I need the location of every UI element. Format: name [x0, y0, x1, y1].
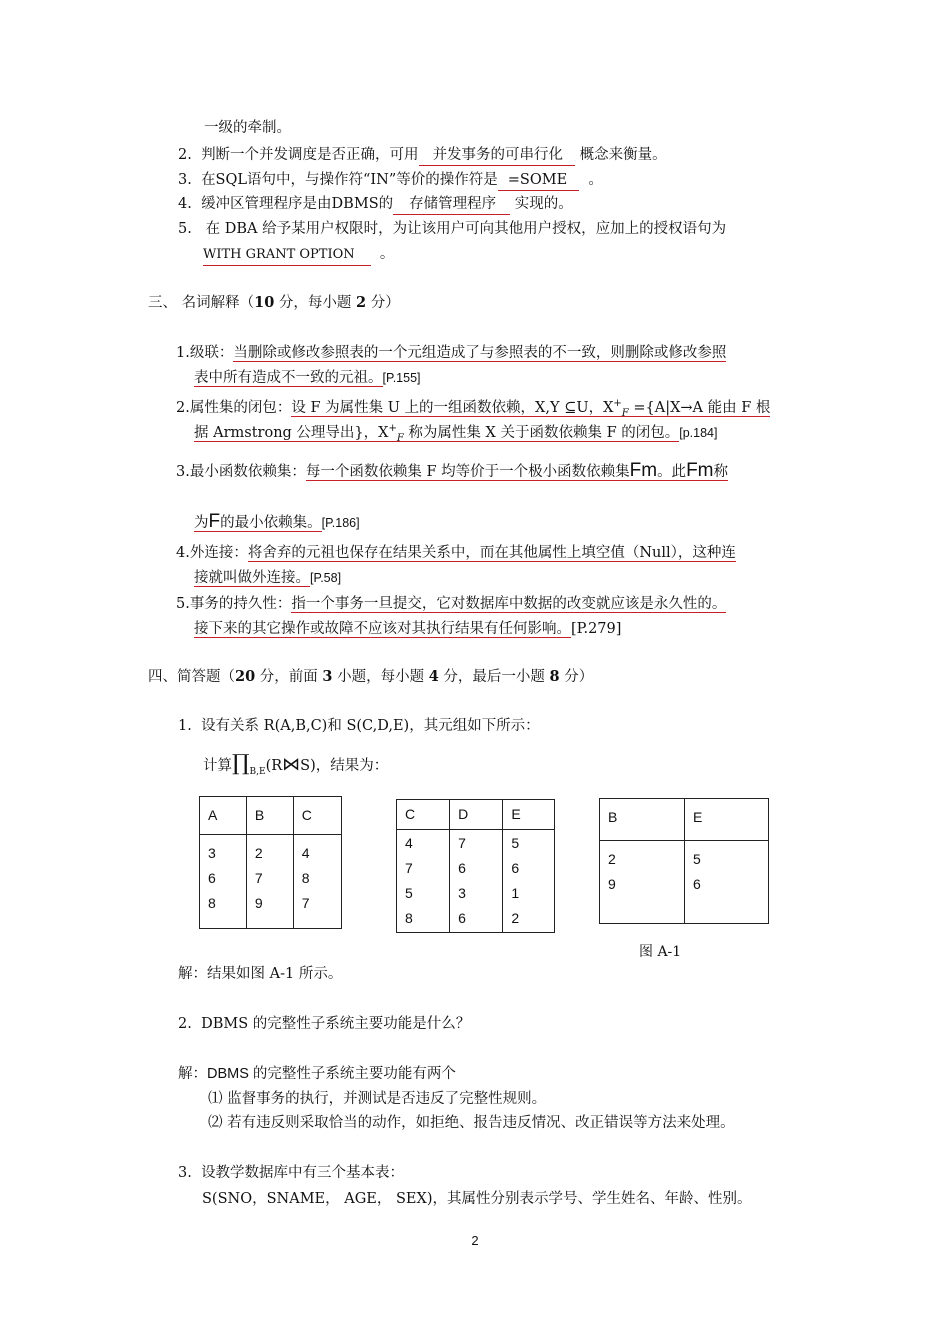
title-text: 3 [322, 668, 333, 685]
term-definition: 将舍弃的元祖也保存在结果关系中，而在其他属性上填空值（Null），这种连 [247, 545, 736, 561]
fill-question-3 [178, 170, 603, 191]
table-s [396, 799, 555, 933]
table-cell [685, 841, 769, 924]
question-text: 设有关系 R(A,B,C)和 S(C,D,E)，其元组如下所示： [201, 718, 540, 734]
table-header: B [600, 799, 685, 841]
q1-answer: 解：结果如图 A-1 所示。 [178, 966, 343, 982]
title-text: 四、简答题（ [148, 669, 235, 685]
cell-value: 7 [458, 835, 466, 851]
superscript: + [613, 398, 622, 409]
table-result [599, 798, 769, 924]
math-symbol: Fm [629, 460, 658, 481]
answer-blank: 并发事务的可串行化 [419, 145, 576, 166]
subset-symbol: ⊆ [564, 399, 577, 416]
table-row [600, 841, 769, 924]
term-3 [176, 461, 728, 482]
table-header: A [200, 797, 247, 835]
q2-text [178, 1014, 470, 1034]
fill-question-2 [178, 145, 667, 166]
table-row [397, 830, 555, 933]
term-label: 3.最小函数依赖集： [176, 464, 306, 480]
question-text: 在SQL语句中，与操作符“IN”等价的操作符是 [201, 172, 498, 188]
term-definition: 称 [713, 464, 728, 480]
question-text: 。 [588, 172, 603, 188]
term-1-cont [194, 368, 421, 388]
table-header: E [685, 799, 769, 841]
q2-answer [178, 1064, 456, 1084]
term-definition: ={A|X→A 能由 F 根 [628, 399, 771, 416]
cell-value: 5 [511, 835, 520, 851]
answer-text: 解： [178, 1066, 207, 1082]
cell-value: 2 [608, 851, 616, 867]
title-text: 分，前面 [255, 669, 323, 685]
math-symbol: Fm [686, 460, 714, 481]
title-text: 20 [235, 668, 256, 685]
title-text: 10 [254, 294, 275, 311]
page-reference: [P.155] [382, 371, 421, 385]
term-definition: 为 [194, 515, 209, 531]
table-header-row [200, 797, 342, 835]
question-number: 2. [178, 1016, 192, 1032]
term-5-cont [194, 619, 621, 639]
question-text: 设教学数据库中有三个基本表： [201, 1165, 405, 1181]
title-text: 小题，每小题 [332, 669, 429, 685]
term-definition: 每一个函数依赖集 F 均等价于一个极小函数依赖集 [305, 464, 630, 480]
answer-blank: WITH GRANT OPTION [203, 245, 371, 266]
page-number: 2 [471, 1233, 479, 1248]
cell-value: 8 [301, 870, 310, 886]
cell-value: 2 [254, 845, 263, 861]
cell-value: 7 [254, 870, 263, 886]
cell-value: 6 [208, 870, 216, 886]
title-text: 三、 名词解释（ [148, 295, 255, 311]
table-row [200, 835, 342, 929]
question-number: 4. [178, 196, 192, 212]
term-definition: 设 F 为属性集 U 上的一组函数依赖，X,Y [291, 399, 565, 416]
title-text: 8 [549, 668, 560, 685]
title-text: 2 [356, 294, 367, 311]
term-label: 1.级联： [176, 345, 234, 361]
question-text: 缓冲区管理程序是由DBMS的 [201, 196, 394, 212]
question-text: S)，结果为： [300, 758, 389, 774]
table-r [199, 796, 342, 929]
term-3-cont [194, 512, 360, 533]
title-text: 4 [428, 668, 439, 685]
page-reference: [P.186] [321, 516, 360, 530]
page-reference: [p.184] [679, 425, 718, 440]
cell-value: 6 [458, 910, 466, 926]
cell-value: 1 [511, 885, 520, 901]
title-text: 分，最后一小题 [438, 669, 550, 685]
question-number: 3. [178, 172, 192, 188]
cell-value: 4 [405, 835, 413, 851]
term-5 [176, 594, 726, 614]
question-text: 在 DBA 给予某用户权限时，为让该用户可向其他用户授权，应加上的授权语句为 [205, 221, 727, 237]
q3-line-2: S(SNO，SNAME， AGE， SEX)，其属性分别表示学号、学生姓名、年龄、性别。 [202, 1191, 752, 1207]
cell-value: 4 [301, 845, 310, 861]
page-reference: [P.279] [571, 621, 622, 637]
answer-blank: 存储管理程序 [393, 194, 510, 215]
term-definition: 表中所有造成不一致的元祖。 [194, 370, 383, 386]
question-text: 判断一个并发调度是否正确，可用 [201, 147, 419, 163]
subscript: F [621, 407, 629, 419]
q2-item-1: ⑴ 监督事务的执行，并测试是否违反了完整性规则。 [208, 1091, 547, 1107]
q2-item-2: ⑵ 若有违反则采取恰当的动作，如拒绝、报告违反情况、改正错误等方法来处理。 [208, 1115, 735, 1131]
term-definition: 称为属性集 X 关于函数依赖集 F 的闭包。 [403, 424, 680, 441]
table-header: D [450, 800, 503, 830]
cell-value: 7 [301, 895, 310, 911]
question-number: 2. [178, 147, 192, 163]
table-cell [246, 835, 293, 929]
q1-formula [203, 751, 389, 782]
term-definition: 接下来的其它操作或故障不应该对其执行结果有任何影响。 [194, 621, 571, 637]
cell-value: 7 [405, 860, 413, 876]
subscript: F [396, 432, 404, 444]
question-text: (R [265, 758, 283, 774]
title-text: 分，每小题 [274, 295, 357, 311]
question-number: 5. [178, 221, 192, 237]
term-definition: 。此 [657, 464, 687, 480]
term-definition: 当删除或修改参照表的一个元组造成了与参照表的不一致，则删除或修改参照 [233, 345, 727, 361]
question-text: 计算 [203, 758, 232, 774]
table-header: E [503, 800, 555, 830]
term-definition: 指一个事务一旦提交，它对数据库中数据的改变就应该是永久性的。 [291, 596, 727, 612]
term-label: 2.属性集的闭包： [176, 399, 292, 416]
cell-value: 3 [458, 885, 466, 901]
term-definition: 的最小依赖集。 [220, 515, 322, 531]
title-text: 分） [366, 295, 400, 311]
cell-value: 5 [405, 885, 413, 901]
term-definition: 接就叫做外连接。 [194, 570, 310, 586]
table-cell [503, 830, 555, 933]
title-text: 分） [559, 669, 594, 685]
cell-value: 6 [458, 860, 466, 876]
table-header-row [397, 800, 555, 830]
term-label: 4.外连接： [176, 545, 248, 561]
term-1 [176, 343, 726, 363]
fill-line-0 [204, 118, 291, 138]
table-cell [200, 835, 247, 929]
fill-question-5-cont [203, 244, 394, 266]
cell-value: 3 [208, 845, 216, 861]
table-cell [600, 841, 685, 924]
cell-value: 9 [608, 876, 616, 892]
fill-question-4 [178, 194, 573, 215]
section-4-title [148, 667, 593, 687]
figure-caption: 图 A-1 [639, 944, 682, 960]
term-4 [176, 543, 736, 563]
answer-blank: =SOME [498, 170, 579, 191]
cell-value: 2 [511, 910, 520, 926]
cell-value: 6 [693, 876, 701, 892]
question-number: 1. [178, 718, 192, 734]
page-reference: [P.58] [310, 571, 342, 585]
question-text: 。 [379, 246, 395, 262]
term-2-cont [194, 419, 717, 449]
fill-question-5 [178, 219, 726, 239]
table-cell [397, 830, 450, 933]
term-definition: U，X [576, 399, 614, 416]
q1-text [178, 716, 540, 736]
table-header: C [397, 800, 450, 830]
question-text: 实现的。 [514, 196, 573, 212]
question-text: 概念来衡量。 [579, 147, 667, 163]
superscript: + [388, 423, 397, 434]
table-cell [450, 830, 503, 933]
projection-symbol: ∏ [232, 751, 250, 776]
q3-text [178, 1163, 404, 1183]
term-label: 5.事务的持久性： [176, 596, 292, 612]
cell-value: 8 [208, 895, 216, 911]
question-number: 3. [178, 1165, 192, 1181]
fill-text: 一级的牵制。 [204, 120, 291, 136]
subscript: B,E [249, 766, 266, 777]
term-4-cont [194, 568, 341, 588]
join-symbol: ⋈ [282, 754, 301, 775]
cell-value: 9 [254, 895, 263, 911]
answer-text: DBMS 的完整性子系统主要功能有两个 [207, 1066, 456, 1082]
question-text: DBMS 的完整性子系统主要功能是什么？ [201, 1016, 471, 1032]
cell-value: 8 [405, 910, 413, 926]
table-header-row [600, 799, 769, 841]
section-3-title [148, 293, 400, 313]
term-definition: 据 Armstrong 公理导出}，X [194, 424, 389, 441]
math-symbol: F [208, 511, 221, 532]
table-cell [293, 835, 341, 929]
cell-value: 5 [693, 851, 701, 867]
cell-value: 6 [511, 860, 520, 876]
table-header: B [246, 797, 293, 835]
table-header: C [293, 797, 341, 835]
